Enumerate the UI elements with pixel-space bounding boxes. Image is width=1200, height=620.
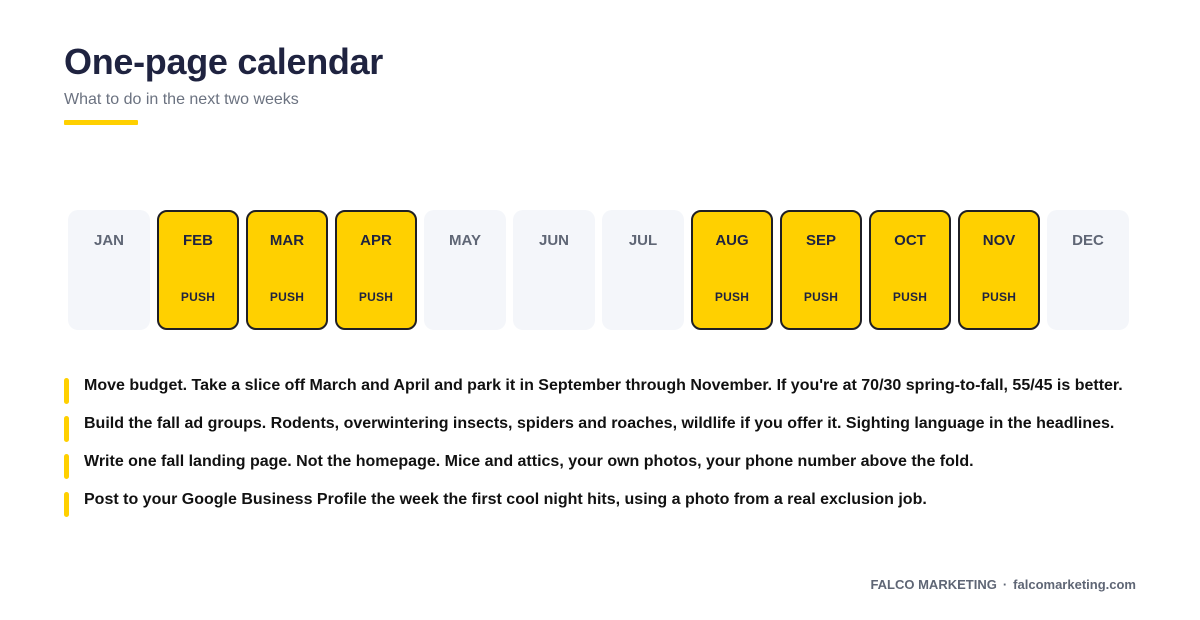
action-marker	[64, 492, 69, 517]
month-label: MAR	[269, 232, 305, 249]
footer-brand: FALCO MARKETING	[870, 577, 997, 592]
month-label: APR	[360, 232, 392, 249]
month-label: SEP	[805, 232, 836, 249]
month-aug	[691, 210, 773, 330]
action-item	[64, 374, 1144, 397]
month-label: NOV	[982, 232, 1016, 249]
action-marker	[64, 416, 69, 442]
month-mar	[246, 210, 328, 330]
push-tag: PUSH	[803, 290, 839, 304]
action-list	[64, 374, 1144, 526]
month-label: DEC	[1072, 232, 1104, 249]
month-label: JAN	[93, 232, 124, 249]
page-title: One-page calendar	[64, 41, 384, 82]
push-tag: PUSH	[892, 290, 928, 304]
push-tag: PUSH	[714, 290, 750, 304]
action-text: Move budget. Take a slice off March and April and park it in September through November. If you're at 70/30 spring-to-fall, 55/45 is better.	[84, 377, 1123, 394]
push-tag: PUSH	[358, 290, 394, 304]
month-nov	[958, 210, 1040, 330]
month-label: FEB	[183, 232, 213, 249]
action-item	[64, 450, 1144, 473]
footer	[870, 577, 1136, 592]
month-jan	[68, 210, 150, 330]
action-marker	[64, 378, 69, 404]
month-label: JUN	[538, 232, 569, 249]
footer-site: falcomarketing.com	[1013, 577, 1136, 592]
month-label: MAY	[449, 232, 481, 249]
push-tag: PUSH	[981, 290, 1017, 304]
page-subtitle: What to do in the next two weeks	[64, 91, 299, 108]
month-feb	[157, 210, 239, 330]
footer-separator: ·	[1002, 577, 1008, 592]
push-tag: PUSH	[180, 290, 216, 304]
action-text: Build the fall ad groups. Rodents, overwintering insects, spiders and roaches, wildlife if you offer it. Sighting language in the headlines.	[84, 415, 1115, 432]
month-oct	[869, 210, 951, 330]
month-label: AUG	[715, 232, 749, 249]
action-text: Post to your Google Business Profile the week the first cool night hits, using a photo from a real exclusion job.	[84, 491, 927, 508]
action-marker	[64, 454, 69, 479]
month-jun	[513, 210, 595, 330]
month-label: OCT	[894, 232, 926, 249]
month-sep	[780, 210, 862, 330]
month-apr	[335, 210, 417, 330]
month-strip	[68, 210, 1129, 330]
action-item	[64, 412, 1144, 435]
action-text: Write one fall landing page. Not the homepage. Mice and attics, your own photos, your phone number above the fold.	[84, 453, 974, 470]
month-label: JUL	[628, 232, 658, 249]
month-dec	[1047, 210, 1129, 330]
title-accent-bar	[64, 120, 138, 125]
header	[64, 42, 383, 110]
action-item	[64, 488, 1144, 511]
push-tag: PUSH	[269, 290, 305, 304]
month-may	[424, 210, 506, 330]
month-jul	[602, 210, 684, 330]
